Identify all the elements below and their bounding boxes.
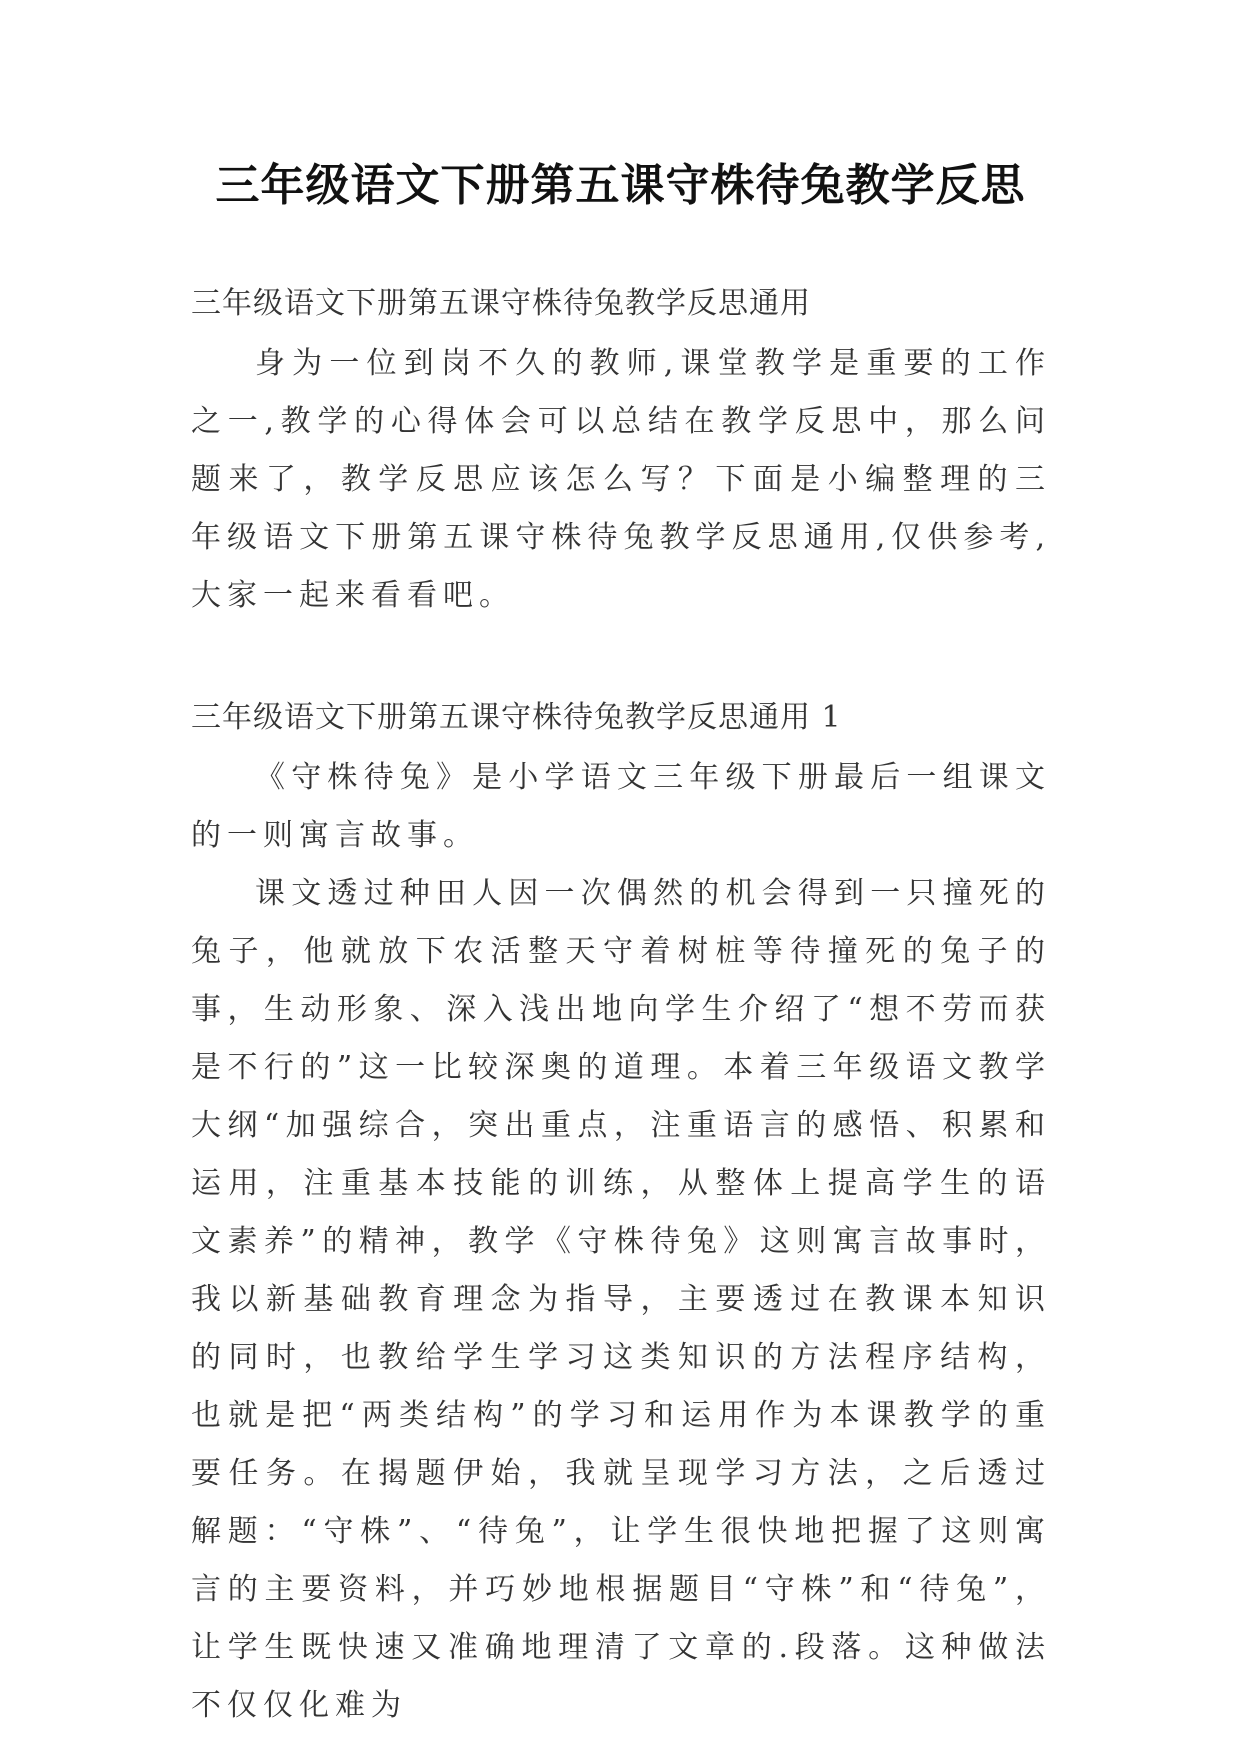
- section-gap: [191, 625, 1051, 697]
- paragraph: 身为一位到岗不久的教师,课堂教学是重要的工作之一,教学的心得体会可以总结在教学反思中，那么问题来了，教学反思应该怎么写？下面是小编整理的三年级语文下册第五课守株待兔教学反思通用,仅供参考,大家一起来看看吧。: [191, 346, 1051, 613]
- section-heading: 三年级语文下册第五课守株待兔教学反思通用: [191, 286, 811, 321]
- paragraph: 《守株待兔》是小学语文三年级下册最后一组课文的一则寓言故事。: [191, 760, 1051, 853]
- document-body: [191, 283, 1051, 1735]
- document-title: 三年级语文下册第五课守株待兔教学反思: [215, 160, 1026, 211]
- paragraph: 课文透过种田人因一次偶然的机会得到一只撞死的兔子，他就放下农活整天守着树桩等待撞死的兔子的事，生动形象、深入浅出地向学生介绍了“想不劳而获是不行的”这一比较深奥的道理。本着三年级语文教学大纲“加强综合，突出重点，注重语言的感悟、积累和运用，注重基本技能的训练，从整体上提高学生的语文素养”的精神，教学《守株待兔》这则寓言故事时，我以新基础教育理念为指导，主要透过在教课本知识的同时，也教给学生学习这类知识的方法程序结构，也就是把“两类结构”的学习和运用作为本课教学的重要任务。在揭题伊始，我就呈现学习方法，之后透过解题：“守株”、“待兔”，让学生很快地把握了这则寓言的主要资料，并巧妙地根据题目“守株”和“待兔”，让学生既快速又准确地理清了文章的.段落。这种做法不仅仅化难为: [191, 876, 1051, 1723]
- section-heading: 三年级语文下册第五课守株待兔教学反思通用 1: [191, 700, 842, 735]
